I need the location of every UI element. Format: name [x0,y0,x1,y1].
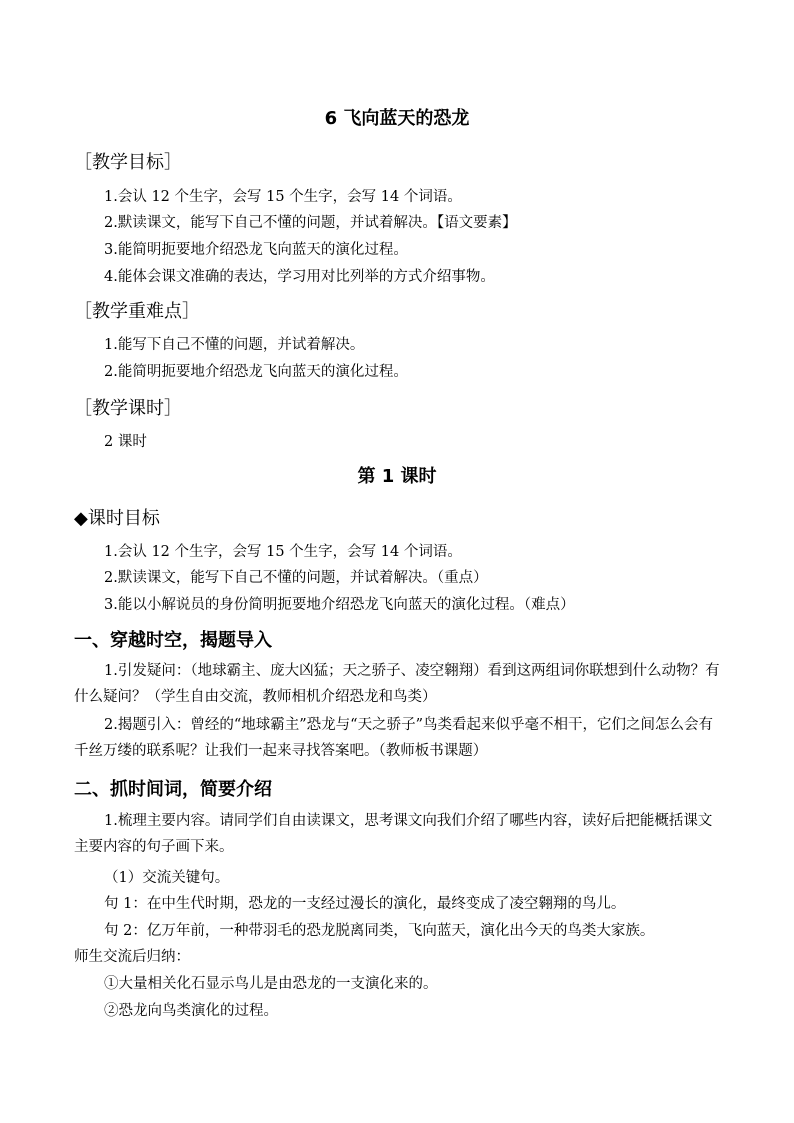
objective-item: 1.会认 12 个生字，会写 15 个生字，会写 14 个词语。 [104,189,462,205]
objective-item: 2.默读课文，能写下自己不懂的问题，并试着解决。【语文要素】 [104,215,517,231]
lesson-goal-item: 3.能以小解说员的身份简明扼要地介绍恐龙飞向蓝天的演化过程。（难点） [104,597,575,613]
objective-item: 3.能简明扼要地介绍恐龙飞向蓝天的演化过程。 [104,242,408,258]
document-title: 6 飞向蓝天的恐龙 [324,108,470,129]
objective-item: 4.能体会课文准确的表达，学习用对比列举的方式介绍事物。 [104,269,495,285]
part2-line: 师生交流后归纳： [74,949,190,965]
part1-paragraph: 1.引发疑问：（地球霸主、庞大凶猛；天之骄子、凌空翱翔）看到这两组词你联想到什么动物？有什么疑问？（学生自由交流，教师相机介绍恐龙和鸟类） [74,663,720,705]
part2-paragraph: 1.梳理主要内容。请同学们自由读课文，思考课文向我们介绍了哪些内容，读好后把能概括课文主要内容的句子画下来。 [74,813,713,855]
part2-heading: 二、抓时间词，简要介绍 [74,779,272,800]
lesson-goal-item: 2.默读课文，能写下自己不懂的问题，并试着解决。（重点） [104,570,488,586]
periods-value: 2 课时 [104,434,147,450]
part2-line: ①大量相关化石显示鸟儿是由恐龙的一支演化来的。 [104,976,438,992]
objectives-heading: ［教学目标］ [74,152,182,173]
part2-line: 句 1：在中生代时期，恐龙的一支经过漫长的演化，最终变成了凌空翱翔的鸟儿。 [104,896,626,912]
part2-line: 句 2：亿万年前，一种带羽毛的恐龙脱离同类，飞向蓝天，演化出今天的鸟类大家族。 [104,923,655,939]
part1-paragraph: 2.揭题引入：曾经的“地球霸主”恐龙与“天之骄子”鸟类看起来似乎毫不相干，它们之间怎么会有千丝万缕的联系呢？让我们一起来寻找答案吧。（教师板书课题） [74,717,713,759]
lesson-title: 第 1 课时 [357,466,437,487]
part1-heading: 一、穿越时空，揭题导入 [74,630,272,651]
key-point-item: 2.能简明扼要地介绍恐龙飞向蓝天的演化过程。 [104,364,408,380]
part2-line: ②恐龙向鸟类演化的过程。 [104,1003,278,1019]
key-points-heading: ［教学重难点］ [74,301,200,322]
lesson-goal-item: 1.会认 12 个生字，会写 15 个生字，会写 14 个词语。 [104,544,462,560]
key-point-item: 1.能写下自己不懂的问题，并试着解决。 [104,337,365,353]
part2-line: （1）交流关键句。 [104,870,230,886]
periods-heading: ［教学课时］ [74,398,182,419]
lesson-goals-heading: ◆课时目标 [74,508,160,529]
